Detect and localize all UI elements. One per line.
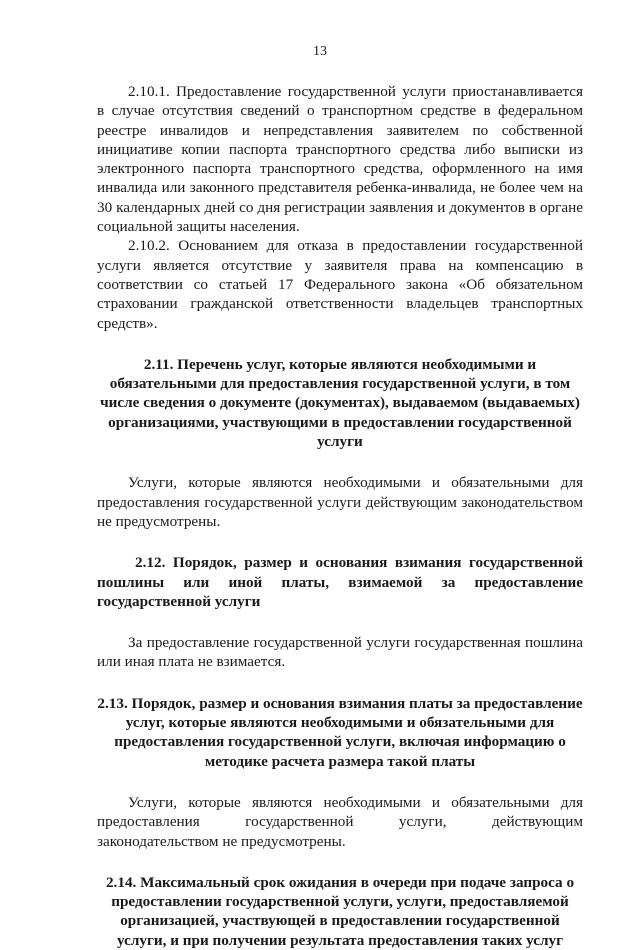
paragraph-2-13: Услуги, которые являются необходимыми и обязательными для предоставления государственной услуги, действующим законодательством не предусмотрены. bbox=[97, 793, 583, 850]
paragraph-2-12: За предоставление государственной услуги государственная пошлина или иная плата не взимается. bbox=[97, 634, 583, 671]
page-number: 13 bbox=[313, 44, 327, 59]
paragraph-2-10-2: 2.10.2. Основанием для отказа в предоставлении государственной услуги является отсутствие у заявителя права на компенсацию в соответствии со статьей 17 Федерального закона «Об обязательном страховании гражданской ответственности владельцев транспортных средств». bbox=[97, 237, 583, 332]
heading-2-12: 2.12. Порядок, размер и основания взимания государственной пошлины или иной платы, взимаемой за предоставление государственной услуги bbox=[97, 554, 583, 610]
heading-2-13: 2.13. Порядок, размер и основания взимания платы за предоставление услуг, которые являются необходимыми и обязательными для предоставления государственной услуги, включая информацию о методике расчета размера такой платы bbox=[97, 694, 583, 770]
paragraph-2-11: Услуги, которые являются необходимыми и обязательными для предоставления государственной услуги действующим законодательством не предусмотрены. bbox=[97, 474, 583, 530]
heading-2-11: 2.11. Перечень услуг, которые являются необходимыми и обязательными для предоставления государственной услуги, в том числе сведения о документе (документах), выдаваемом (выдаваемых) организациями, участвующими в предоставлении государственной услуги bbox=[100, 355, 580, 451]
heading-2-14: 2.14. Максимальный срок ожидания в очереди при подаче запроса о предоставлении государственной услуги, услуги, предоставляемой организацией, участвующей в предоставлении государственной услуги, и при получении результата предоставления таких услуг bbox=[105, 873, 575, 949]
paragraph-2-10-1: 2.10.1. Предоставление государственной услуги приостанавливается в случае отсутствия сведений о транспортном средстве в федеральном реестре инвалидов и непредставления заявителем по собственной инициативе копии паспорта транспортного средства либо выписки из электронного паспорта транспортного средства, оформленного на имя инвалида или законного представителя ребенка-инвалида, не более чем на 30 календарных дней со дня регистрации заявления и документов в органе социальной защиты населения. bbox=[97, 83, 583, 236]
document-body bbox=[97, 82, 583, 950]
